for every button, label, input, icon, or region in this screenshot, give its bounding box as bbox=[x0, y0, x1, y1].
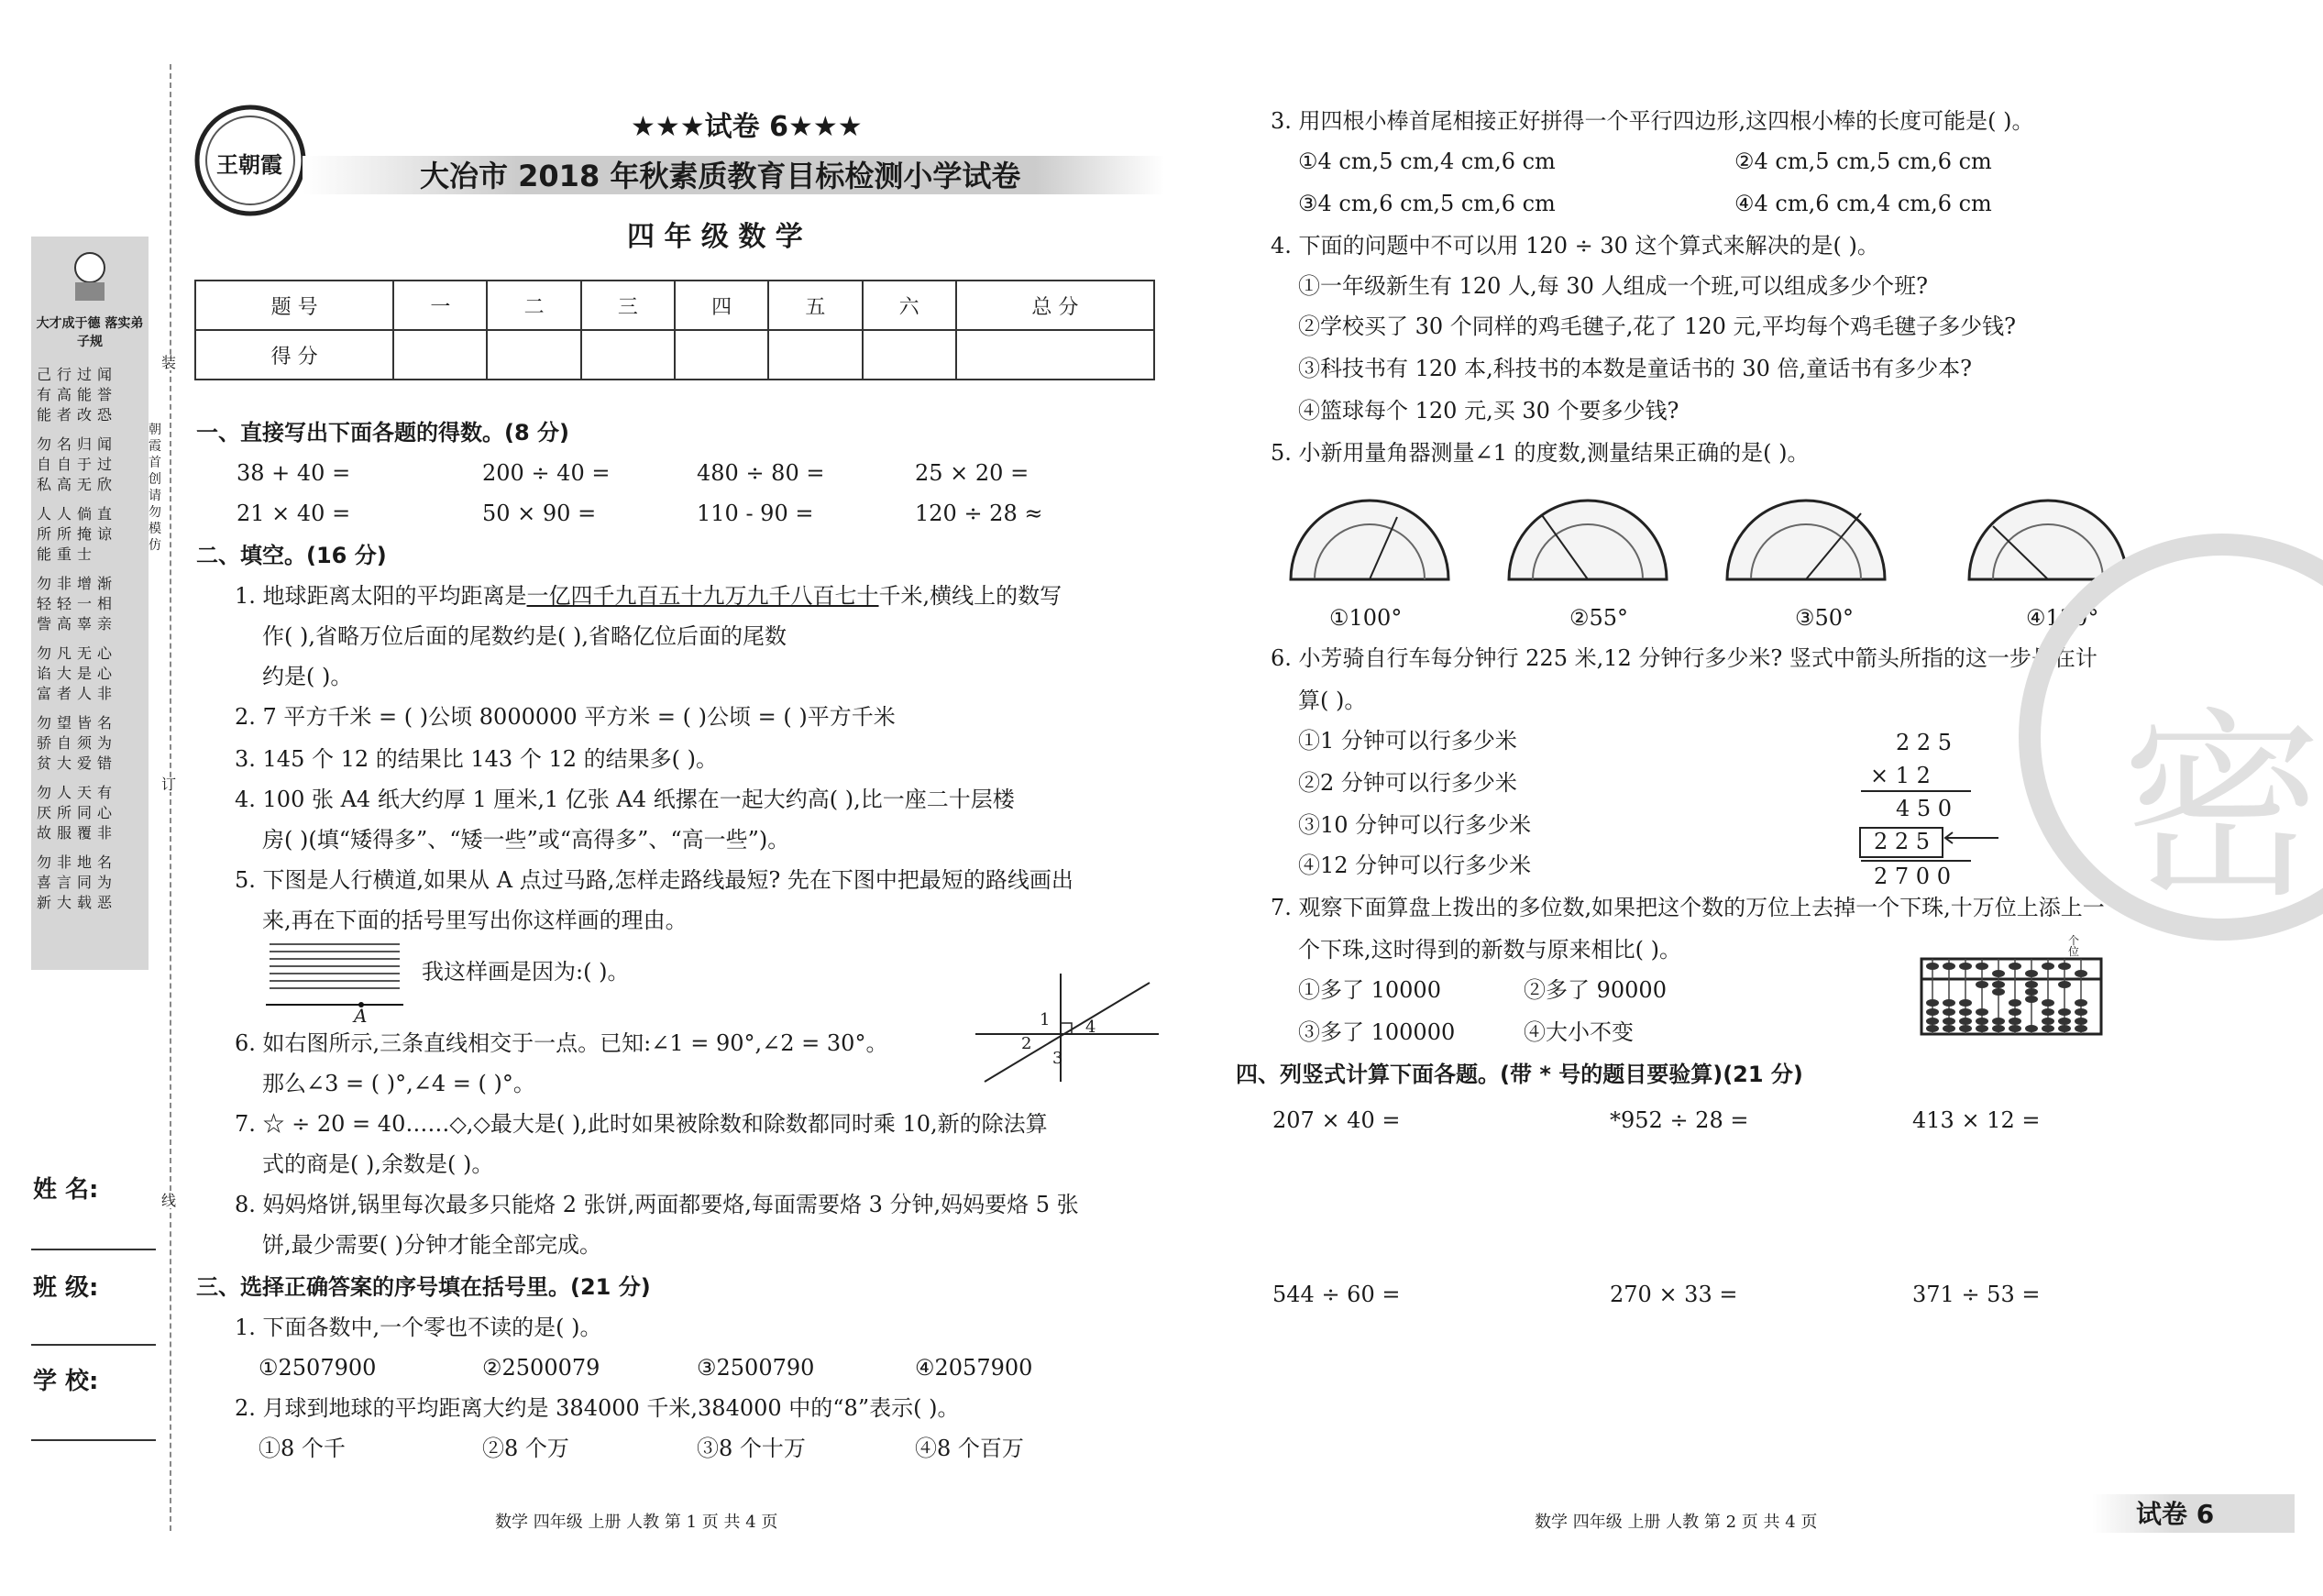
s2-q6-line1: 6. 如右图所示,三条直线相交于一点。已知:∠1 = 90°,∠2 = 30°。 bbox=[235, 1030, 888, 1056]
s3-q2-opt[interactable]: ①8 个千 bbox=[259, 1436, 346, 1461]
angle-label-4: 4 bbox=[1085, 1018, 1096, 1037]
s3-q6-opt[interactable]: ③10 分钟可以行多少米 bbox=[1298, 812, 1532, 838]
s3-q6-opt[interactable]: ①1 分钟可以行多少米 bbox=[1298, 728, 1517, 754]
s3-q7-line2: 个下珠,这时得到的新数与原来相比( )。 bbox=[1298, 937, 1681, 963]
s2-q4-line1: 4. 100 张 A4 纸大约厚 1 厘米,1 亿张 A4 纸摞在一起大约高( ),比一座二十层楼 bbox=[235, 787, 1015, 812]
point-a-label: A bbox=[354, 1005, 368, 1027]
s3-q4-opt[interactable]: ③科技书有 120 本,科技书的本数是童话书的 30 倍,童话书有多少本? bbox=[1298, 356, 1972, 381]
cut-mark-3: 线 bbox=[161, 1192, 177, 1209]
footer-right: 数学 四年级 上册 人教 第 2 页 共 4 页 bbox=[1535, 1513, 1818, 1532]
s2-q4-line2: 房( )(填“矮得多”、“矮一些”或“高得多”、“高一些”)。 bbox=[262, 827, 790, 853]
score-header-cell: 题 号 bbox=[195, 281, 393, 330]
s3-q6-opt[interactable]: ④12 分钟可以行多少米 bbox=[1298, 853, 1532, 878]
class-label: 班 级: bbox=[33, 1274, 99, 1302]
s2-q5-line3: 我这样画是因为:( )。 bbox=[422, 959, 630, 985]
score-cell[interactable] bbox=[581, 330, 675, 380]
name-field[interactable] bbox=[31, 1249, 156, 1250]
score-header-cell: 五 bbox=[768, 281, 862, 330]
s4-q: 413 × 12 = bbox=[1912, 1107, 2041, 1133]
score-header-cell: 一 bbox=[393, 281, 487, 330]
s2-q7-line2: 式的商是( ),余数是( )。 bbox=[262, 1151, 494, 1177]
footer-tag: 试卷 6 bbox=[2136, 1499, 2215, 1529]
s3-q3-opt[interactable]: ②4 cm,5 cm,5 cm,6 cm bbox=[1734, 149, 1992, 174]
vertical-calc: 2 2 5 × 1 2 4 5 0 2 2 5 2 7 0 0 bbox=[1855, 726, 2002, 891]
s2-q1-line3: 约是( )。 bbox=[262, 664, 353, 689]
seal-text: 朝霞首创 请勿模仿 bbox=[149, 423, 161, 553]
s3-q2: 2. 月球到地球的平均距离大约是 384000 千米,384000 中的“8”表示( )。 bbox=[235, 1395, 960, 1421]
s3-q1-opt[interactable]: ③2500790 bbox=[697, 1355, 815, 1381]
arrow-icon bbox=[1942, 831, 2000, 845]
s3-q4-opt[interactable]: ①一年级新生有 120 人,每 30 人组成一个班,可以组成多少个班? bbox=[1298, 273, 1928, 299]
score-header-cell: 二 bbox=[487, 281, 580, 330]
s3-q1-opt[interactable]: ②2500079 bbox=[482, 1355, 600, 1381]
sidebar-panel bbox=[31, 237, 149, 970]
s3-q6-opt[interactable]: ②2 分钟可以行多少米 bbox=[1298, 770, 1517, 796]
s2-q5-line1: 5. 下图是人行横道,如果从 A 点过马路,怎样走路线最短? 先在下图中把最短的路线画出 bbox=[235, 867, 1073, 893]
s3-q1-opt[interactable]: ④2057900 bbox=[915, 1355, 1033, 1381]
score-cell[interactable] bbox=[956, 330, 1154, 380]
angle-label-2: 2 bbox=[1021, 1034, 1032, 1053]
angle-label-1: 1 bbox=[1040, 1010, 1051, 1029]
s3-q1: 1. 下面各数中,一个零也不读的是( )。 bbox=[235, 1315, 602, 1340]
score-header-cell: 六 bbox=[863, 281, 956, 330]
section1-heading: 一、直接写出下面各题的得数。(8 分) bbox=[196, 420, 569, 446]
cut-mark-1: 装 bbox=[161, 354, 177, 371]
section2-heading: 二、填空。(16 分) bbox=[196, 543, 387, 568]
protractor-3-icon bbox=[1723, 499, 1888, 581]
section3-heading: 三、选择正确答案的序号填在括号里。(21 分) bbox=[196, 1274, 651, 1300]
score-header-cell: 三 bbox=[581, 281, 675, 330]
protractor-1-icon bbox=[1287, 499, 1452, 581]
s3-q3-opt[interactable]: ④4 cm,6 cm,4 cm,6 cm bbox=[1734, 191, 1992, 216]
s3-q4-opt[interactable]: ④篮球每个 120 元,买 30 个要多少钱? bbox=[1298, 398, 1679, 424]
s3-q7-line1: 7. 观察下面算盘上拨出的多位数,如果把这个数的万位上去掉一个下珠,十万位上添上一 bbox=[1271, 895, 2105, 920]
s2-q5-line2: 来,再在下面的括号里写出你这样画的理由。 bbox=[262, 908, 688, 933]
s2-q8-line1: 8. 妈妈烙饼,锅里每次最多只能烙 2 张饼,两面都要烙,每面需要烙 3 分钟,妈妈要烙 5 张 bbox=[235, 1192, 1079, 1217]
watermark-seal: 密 bbox=[2020, 535, 2292, 939]
s3-q5-opt[interactable]: ②55° bbox=[1569, 605, 1629, 631]
poem-block: 己行过闻 有高能誉 能者改恐 勿名归闻 自自于过 私高无欣 人人倘直 所所掩谅 能重士 勿非增渐 轻轻一相 訾高辜亲 勿凡无心 谄大是心 富者人非 勿望皆名 骄自须为 贫大爱错 勿人天有 厌所同心 故服覆非 勿非地名 喜言同为 新大载恶 bbox=[37, 366, 118, 911]
s4-q: 270 × 33 = bbox=[1610, 1282, 1738, 1307]
score-cell[interactable] bbox=[675, 330, 768, 380]
score-cell[interactable] bbox=[863, 330, 956, 380]
score-cell[interactable] bbox=[487, 330, 580, 380]
s2-q2: 2. 7 平方千米 = ( )公顷 8000000 平方米 = ( )公顷 = ( )平方千米 bbox=[235, 704, 896, 730]
score-cell[interactable] bbox=[768, 330, 862, 380]
s2-q6-line2: 那么∠3 = ( )°,∠4 = ( )°。 bbox=[262, 1071, 535, 1096]
protractor-2-icon bbox=[1505, 499, 1670, 581]
s3-q4: 4. 下面的问题中不可以用 120 ÷ 30 这个算式来解决的是( )。 bbox=[1271, 233, 1879, 259]
s1-q: 120 ÷ 28 ≈ bbox=[915, 501, 1043, 526]
binding-line bbox=[170, 64, 171, 1531]
name-label: 姓 名: bbox=[33, 1176, 99, 1204]
s1-q: 480 ÷ 80 = bbox=[697, 460, 825, 486]
section4-heading: 四、列竖式计算下面各题。(带 * 号的题目要验算)(21 分) bbox=[1236, 1062, 1803, 1087]
s2-q1-line2: 作( ),省略万位后面的尾数约是( ),省略亿位后面的尾数 bbox=[262, 623, 787, 649]
s1-q: 110 - 90 = bbox=[697, 501, 814, 526]
s3-q7-opt[interactable]: ③多了 100000 bbox=[1298, 1019, 1456, 1045]
s4-q: *952 ÷ 28 = bbox=[1610, 1107, 1749, 1133]
score-header-cell: 四 bbox=[675, 281, 768, 330]
s2-q7-line1: 7. ☆ ÷ 20 = 40……◇,◇最大是( ),此时如果被除数和除数都同时乘 10,新的除法算 bbox=[235, 1111, 1048, 1137]
s3-q3-opt[interactable]: ③4 cm,6 cm,5 cm,6 cm bbox=[1298, 191, 1556, 216]
s3-q2-opt[interactable]: ④8 个百万 bbox=[915, 1436, 1024, 1461]
class-field[interactable] bbox=[31, 1344, 156, 1346]
s2-q3: 3. 145 个 12 的结果比 143 个 12 的结果多( )。 bbox=[235, 746, 718, 772]
score-table bbox=[194, 280, 1155, 380]
footer-left: 数学 四年级 上册 人教 第 1 页 共 4 页 bbox=[495, 1513, 778, 1532]
s1-q: 21 × 40 = bbox=[237, 501, 351, 526]
series-label: ★★★试卷 6★★★ bbox=[631, 111, 863, 143]
s3-q6-line1: 6. 小芳骑自行车每分钟行 225 米,12 分钟行多少米? 竖式中箭头所指的这一步是在计 bbox=[1271, 645, 2097, 671]
s3-q5: 5. 小新用量角器测量∠1 的度数,测量结果正确的是( )。 bbox=[1271, 440, 1810, 466]
abacus-label: 个位 bbox=[2068, 934, 2080, 958]
s3-q1-opt[interactable]: ①2507900 bbox=[259, 1355, 377, 1381]
s3-q4-opt[interactable]: ②学校买了 30 个同样的鸡毛毽子,花了 120 元,平均每个鸡毛毽子多少钱? bbox=[1298, 314, 2016, 339]
s3-q2-opt[interactable]: ③8 个十万 bbox=[697, 1436, 806, 1461]
s2-q8-line2: 饼,最少需要( )分钟才能全部完成。 bbox=[262, 1232, 601, 1258]
exam-subtitle: 四 年 级 数 学 bbox=[627, 221, 803, 253]
angle-label-3: 3 bbox=[1052, 1049, 1063, 1068]
score-cell[interactable] bbox=[393, 330, 487, 380]
s1-q: 25 × 20 = bbox=[915, 460, 1029, 486]
motto: 大才成于德 落实弟子规 bbox=[36, 316, 144, 349]
s3-q5-opt[interactable]: ①100° bbox=[1329, 605, 1403, 631]
school-field[interactable] bbox=[31, 1439, 156, 1441]
s3-q2-opt[interactable]: ②8 个万 bbox=[482, 1436, 569, 1461]
s4-q: 207 × 40 = bbox=[1272, 1107, 1401, 1133]
s4-q: 371 ÷ 53 = bbox=[1912, 1282, 2041, 1307]
score-header-cell: 总 分 bbox=[956, 281, 1154, 330]
s2-q1-line1: 1. 地球距离太阳的平均距离是一亿四千九百五十九万九千八百七十千米,横线上的数写 bbox=[235, 583, 1062, 609]
s3-q3: 3. 用四根小棒首尾相接正好拼得一个平行四边形,这四根小棒的长度可能是( )。 bbox=[1271, 108, 2034, 134]
exam-title: 大冶市 2018 年秋素质教育目标检测小学试卷 bbox=[420, 159, 1021, 193]
s3-q6-line2: 算( )。 bbox=[1298, 688, 1367, 713]
s1-q: 38 + 40 = bbox=[237, 460, 351, 486]
s3-q7-opt[interactable]: ④大小不变 bbox=[1524, 1019, 1634, 1045]
score-row-label: 得 分 bbox=[195, 330, 393, 380]
s1-q: 50 × 90 = bbox=[482, 501, 597, 526]
s3-q7-opt[interactable]: ②多了 90000 bbox=[1524, 977, 1667, 1003]
s1-q: 200 ÷ 40 = bbox=[482, 460, 611, 486]
angle-diagram bbox=[975, 964, 1159, 1084]
logo: 王朝霞 bbox=[191, 101, 310, 220]
cut-mark-2: 订 bbox=[161, 776, 177, 793]
s3-q5-opt[interactable]: ③50° bbox=[1795, 605, 1855, 631]
crosswalk-diagram[interactable] bbox=[266, 941, 403, 1027]
abacus-icon bbox=[1920, 957, 2103, 1036]
s3-q3-opt[interactable]: ①4 cm,5 cm,4 cm,6 cm bbox=[1298, 149, 1556, 174]
s3-q5-opt[interactable]: ④130° bbox=[2026, 605, 2099, 631]
school-label: 学 校: bbox=[33, 1368, 99, 1395]
s4-q: 544 ÷ 60 = bbox=[1272, 1282, 1401, 1307]
s3-q7-opt[interactable]: ①多了 10000 bbox=[1298, 977, 1441, 1003]
cartoon-icon bbox=[62, 248, 117, 303]
